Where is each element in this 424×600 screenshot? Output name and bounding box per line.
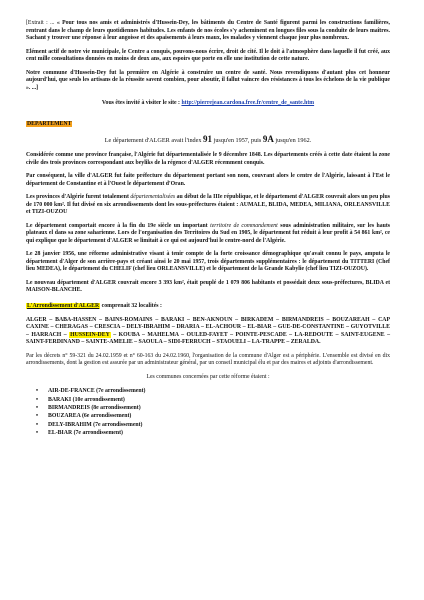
- paragraph-6: Le nouveau département d'ALGER couvrait encore 3 393 km², était peuplé de 1 079 806 habitants et possédait deux sous-préfectures, BLIDA et MAISON-BLANCHE.: [26, 279, 390, 294]
- paragraph-3-b: au début de la IIIe république, et le département d'ALGER couvrait alors un peu plus de 170 000 km². Il fut divisé en six arrondissements dont les sous-préfectures étaient : AUMALE, BLIDA, MEDEA, MILIANA, ORLEANSVILLE et TIZI-OUZOU: [26, 194, 390, 216]
- intro-lead: [Extrait : ...: [26, 20, 55, 26]
- localites-list: [26, 317, 390, 347]
- site-link[interactable]: http://pierrejean.cardona.free.fr/centre_de_sante.htm: [181, 100, 315, 107]
- index-text-c: jusqu'en 1962.: [273, 137, 312, 145]
- visit-label: Vous êtes invité à visiter le site :: [101, 100, 182, 107]
- paragraph-5: Le 28 janvier 1956, une réforme administrative visant à tenir compte de la forte croissance démographique qu'avait connu le pays, amputa le département d'Alger de son arrière-pays et créant ainsi le 20 mai 1957, trois départements supplémentaires : le département du TITTERI (Chef lieu MEDEA), le département du CHELIF (chef lieu ORLEANSVILLE) et le département de la Grande Kabylie (chef lieu TIZI-OUZOU).: [26, 251, 390, 273]
- paragraph-2: Par conséquent, la ville d'ALGER fut faite préfecture du département portant son nom, couvrant alors le centre de l'Algérie, laissant à l'Est le département de Constantine et à l'Ouest le département d'Oran.: [26, 173, 390, 187]
- section-title: DEPARTEMENT: [27, 120, 72, 127]
- paragraph-4-em: territoire de commandement: [210, 222, 278, 229]
- communes-list: [36, 387, 390, 437]
- paragraph-7: Par les décrets n° 59-321 du 24.02.1959 et n° 60-163 du 24.02.1960, l'organisation de la commune d'Alger est a périphérie. L'ensemble est divisé en dix arrondissements, dont la gestion est assurée par un administrateur général, par un conseil municipal élu et par des maires et adjoints d'arrondissement.: [26, 352, 390, 367]
- index-line: [26, 134, 390, 146]
- list-item: • BIRMANDREIS (8e arrondissement): [36, 404, 390, 412]
- list-item: • BARAKI (10e arrondissement): [36, 396, 390, 404]
- list-item: • DELY-IBRAHIM (7e arrondissement): [36, 421, 390, 429]
- paragraph-4: [26, 223, 390, 246]
- list-item: • AIR-DE-FRANCE (7e arrondissement): [36, 387, 390, 395]
- visit-line: [26, 100, 390, 108]
- paragraph-3-a: Les provinces d'Algérie furent totalement: [26, 194, 131, 201]
- arrondissement-label: L'Arrondissement d'ALGER: [27, 302, 100, 309]
- intro-paragraph-3: Notre commune d'Hussein-Dey fut la première en Algérie à construire un centre de santé. Nous revendiquons d'autant plus cet honneur aujourd'hui, que seuls les artisans de la réussite savent combien, pour aboutir, il fallut vaincre des résistances à tous les échelons de la vie publique ». ...]: [26, 69, 390, 91]
- paragraph-3-em: départementalisées: [130, 194, 176, 201]
- intro-paragraph-1: [26, 20, 390, 43]
- localites-b: – KOUBA – MAHELMA – OULED-FAYET – POINTE-PESCADE – LA-REDOUTE – SAINT-EUGENE – SAINT-FERDINAND – SAINTE-AMELIE – SAOULA – SIDI-FERRUCH – STAOUELI – LA-TRAPPE – ZERALDA.: [26, 331, 390, 346]
- paragraph-4-b: sous administration militaire, sur les hauts plateaux el dans sa zone saharienne. Lors de l'organisation des Territoires du Sud en 1905, le département fut réduit à leur profit à 54 861 km², ce qui explique que le département d'ALGER se limitait à ce qui est aujourd'hui le centre-nord de l'Algérie.: [26, 222, 391, 244]
- arrondissement-line: [26, 303, 390, 311]
- index-number-1: 91: [203, 134, 213, 145]
- index-number-2: 9A: [262, 134, 274, 145]
- paragraph-3: [26, 194, 390, 217]
- paragraph-4-a: Le département comportait encore à la fin du 19e siècle un important: [26, 222, 211, 229]
- localite-hussein-dey: HUSSEIN-DEY: [70, 331, 110, 338]
- list-item: • BOUZAREA (6e arrondissement): [36, 412, 390, 420]
- paragraph-8: Les communes concernées par cette réforme étaient :: [146, 373, 270, 380]
- section-title-paragraph: [26, 121, 390, 129]
- index-text-b: jusqu'en 1957, puis: [212, 137, 263, 145]
- intro-text: « Pour tous nos amis et administrés d'Hussein-Dey, les bâtiments du Centre de Santé figurent parmi les constructions familières, rentrant dans le champ de leurs quotidiennes habitudes. Les enfants de nos écoles s'y acheminent en longues files sous la conduite de leurs maîtres. Sachant y trouver une réponse à leur angoisse et des apaisements à leurs maux, les malades y viennent chaque jour plus nombreux.: [26, 20, 391, 42]
- index-text-a: Le département d'ALGER avait l'index: [104, 137, 204, 145]
- localites-a: ALGER – BABA-HASSEN – BAINS-ROMAINS – BARAKI – BEN-AKNOUN – BIRKADEM – BIRMANDREIS – BOUZAREAH – CAP CAXINE – CHERAGAS – CRESCIA – DELY-IBRAHIM – DRARIA – EL-ACHOUR – EL-BIAR – GUE-DE-CONSTANTINE – GUYOTVILLE – HARRACH –: [26, 316, 390, 338]
- paragraph-1: Considérée comme une province française, l'Algérie fut départementalisée le 9 décembre 1848. Les départements créés à cette date étaient la zone civile des trois provinces correspondant aux beyliks de la régence d'ALGER récemment conquis.: [26, 152, 390, 166]
- arrondissement-rest: comprenait 32 localités :: [100, 302, 162, 309]
- intro-paragraph-2: Elément actif de notre vie municipale, le Centre a conquis, pouvons-nous écrire, droit de cité. Il le doit à l'atmosphère dans laquelle il fut créé, aux cent mille consultations données en moins de deux ans, aux espoirs que porte en elle une institution de cette nature.: [26, 48, 390, 63]
- list-item: • EL-BIAR (7e arrondissement): [36, 429, 390, 437]
